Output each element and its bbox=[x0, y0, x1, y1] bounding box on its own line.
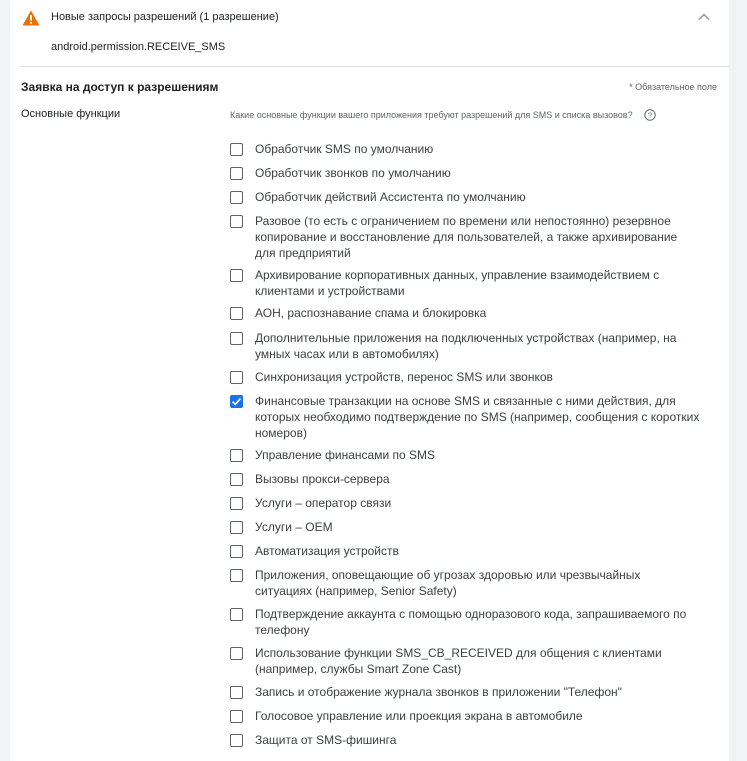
core-functions-label: Основные функции bbox=[21, 108, 121, 120]
option-label: Защита от SMS-фишинга bbox=[255, 733, 397, 747]
option-oem-services[interactable] bbox=[230, 521, 700, 535]
checkmark-icon bbox=[231, 396, 242, 407]
option-label: Автоматизация устройств bbox=[255, 544, 399, 558]
option-label: Вызовы прокси-сервера bbox=[255, 472, 390, 486]
checkbox[interactable] bbox=[230, 143, 243, 156]
warning-triangle-icon bbox=[22, 10, 40, 26]
option-label: Архивирование корпоративных данных, управление взаимодействием с клиентами и устройствами bbox=[255, 268, 660, 298]
option-call-log-display[interactable] bbox=[230, 686, 700, 700]
checkbox-checked[interactable] bbox=[230, 395, 243, 408]
option-label: Использование функции SMS_CB_RECEIVED для общения с клиентами (например, службы Smart Zone Cast) bbox=[255, 646, 662, 676]
checkbox[interactable] bbox=[230, 473, 243, 486]
option-label: Обработчик звонков по умолчанию bbox=[255, 166, 451, 180]
checkbox[interactable] bbox=[230, 545, 243, 558]
option-label: Синхронизация устройств, перенос SMS или звонков bbox=[255, 370, 553, 384]
option-label: Голосовое управление или проекция экрана в автомобиле bbox=[255, 709, 583, 723]
option-connected-devices[interactable] bbox=[230, 332, 700, 362]
option-label: Подтверждение аккаунта с помощью одноразового кода, запрашиваемого по телефону bbox=[255, 607, 687, 637]
option-caller-id-spam[interactable] bbox=[230, 307, 700, 321]
option-label: АОН, распознавание спама и блокировка bbox=[255, 306, 487, 320]
option-label: Разовое (то есть с ограничением по времени или непостоянно) резервное копирование и восстановление для пользователей, а также архивирование для предприятий bbox=[255, 214, 678, 260]
checkbox[interactable] bbox=[230, 647, 243, 660]
help-circle-icon[interactable] bbox=[644, 109, 656, 121]
option-label: Управление финансами по SMS bbox=[255, 448, 436, 462]
option-label: Обработчик действий Ассистента по умолчанию bbox=[255, 190, 526, 204]
chevron-up-icon[interactable] bbox=[696, 11, 712, 23]
section-divider bbox=[20, 66, 729, 67]
checkbox[interactable] bbox=[230, 569, 243, 582]
option-sms-finance-management[interactable] bbox=[230, 449, 700, 463]
checkbox[interactable] bbox=[230, 307, 243, 320]
option-device-automation[interactable] bbox=[230, 545, 700, 559]
option-default-call-handler[interactable] bbox=[230, 167, 700, 181]
permission-requests-header[interactable] bbox=[10, 0, 729, 38]
option-label: Запись и отображение журнала звонков в приложении "Телефон" bbox=[255, 685, 622, 699]
option-sms-financial-transactions[interactable] bbox=[230, 395, 700, 441]
option-emergency-alerts[interactable] bbox=[230, 569, 700, 599]
checkbox[interactable] bbox=[230, 608, 243, 621]
permission-requests-title: Новые запросы разрешений (1 разрешение) bbox=[51, 11, 279, 23]
option-label: Финансовые транзакции на основе SMS и связанные с ними действия, для которых необходимо подтверждение по SMS (например, сообщения с коротких номеров) bbox=[255, 394, 700, 440]
section-title: Заявка на доступ к разрешениям bbox=[21, 80, 219, 94]
checkbox[interactable] bbox=[230, 191, 243, 204]
checkbox[interactable] bbox=[230, 686, 243, 699]
option-backup-restore[interactable] bbox=[230, 215, 700, 261]
option-default-sms-handler[interactable] bbox=[230, 143, 700, 157]
checkbox[interactable] bbox=[230, 521, 243, 534]
option-label: Дополнительные приложения на подключенных устройствах (например, на умных часах или в автомобилях) bbox=[255, 331, 677, 361]
option-label: Обработчик SMS по умолчанию bbox=[255, 142, 434, 156]
option-device-sync[interactable] bbox=[230, 371, 700, 385]
checkbox[interactable] bbox=[230, 215, 243, 228]
page-background-right bbox=[729, 0, 747, 761]
option-otp-verification[interactable] bbox=[230, 608, 700, 638]
option-enterprise-archive[interactable] bbox=[230, 269, 700, 299]
checkbox[interactable] bbox=[230, 371, 243, 384]
option-label: Услуги – оператор связи bbox=[255, 496, 392, 510]
option-proxy-calls[interactable] bbox=[230, 473, 700, 487]
checkbox[interactable] bbox=[230, 167, 243, 180]
option-default-assistant-handler[interactable] bbox=[230, 191, 700, 205]
option-voice-control-car[interactable] bbox=[230, 710, 700, 724]
checkbox[interactable] bbox=[230, 710, 243, 723]
option-label: Приложения, оповещающие об угрозах здоровью или чрезвычайных ситуациях (например, Senior Safety) bbox=[255, 568, 641, 598]
core-functions-question: Какие основные функции вашего приложения требуют разрешений для SMS и списка вызовов? bbox=[230, 110, 633, 120]
permissions-card bbox=[10, 0, 729, 761]
required-field-note: * Обязательное поле bbox=[629, 82, 717, 92]
checkbox[interactable] bbox=[230, 734, 243, 747]
permission-name: android.permission.RECEIVE_SMS bbox=[51, 41, 226, 53]
svg-text:?: ? bbox=[647, 110, 653, 120]
option-sms-cb-received[interactable] bbox=[230, 647, 700, 677]
option-sms-phishing-protection[interactable] bbox=[230, 734, 700, 748]
checkbox[interactable] bbox=[230, 269, 243, 282]
option-carrier-services[interactable] bbox=[230, 497, 700, 511]
option-label: Услуги – OEM bbox=[255, 520, 333, 534]
checkbox[interactable] bbox=[230, 497, 243, 510]
checkbox[interactable] bbox=[230, 449, 243, 462]
checkbox[interactable] bbox=[230, 332, 243, 345]
page-background-left bbox=[0, 0, 10, 761]
